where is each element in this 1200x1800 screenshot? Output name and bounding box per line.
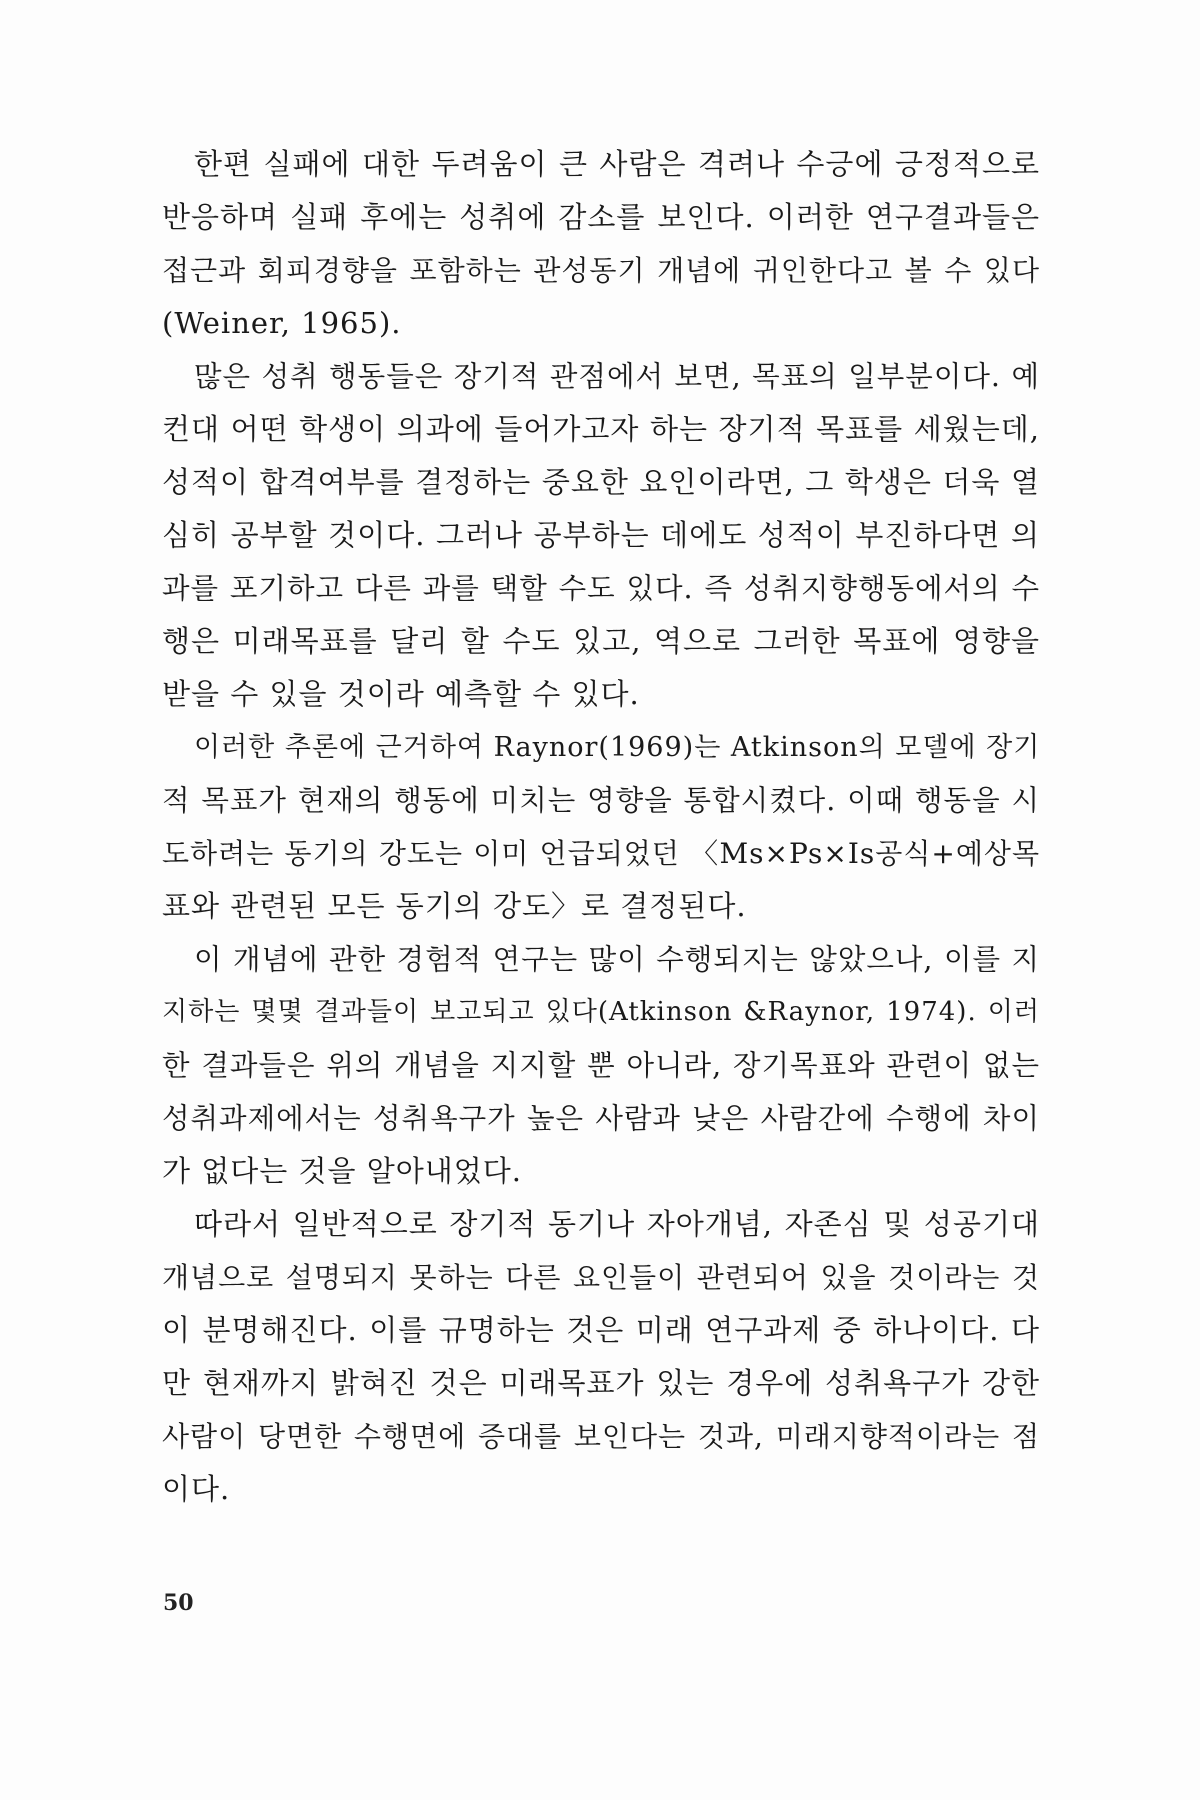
text-line: 이 분명해진다. 이를 규명하는 것은 미래 연구과제 중 하나이다. 다: [162, 1313, 1040, 1347]
text-line: 접근과 회피경향을 포함하는 관성동기 개념에 귀인한다고 볼 수 있다: [162, 254, 1040, 287]
text-line: (Weiner, 1965).: [162, 306, 402, 340]
text-line: 한 결과들은 위의 개념을 지지할 뿐 아니라, 장기목표와 관련이 없는: [162, 1049, 1040, 1082]
text-line: 만 현재까지 밝혀진 것은 미래목표가 있는 경우에 성취욕구가 강한: [162, 1366, 1040, 1400]
text-line: 한편 실패에 대한 두려움이 큰 사람은 격려나 수긍에 긍정적으로: [194, 147, 1040, 181]
text-line: 성적이 합격여부를 결정하는 중요한 요인이라면, 그 학생은 더욱 열: [162, 465, 1040, 499]
text-line: 개념으로 설명되지 못하는 다른 요인들이 관련되어 있을 것이라는 것: [162, 1261, 1040, 1294]
text-line: 지하는 몇몇 결과들이 보고되고 있다(Atkinson &Raynor, 1974). 이러: [162, 997, 1040, 1027]
text-line: 컨대 어떤 학생이 의과에 들어가고자 하는 장기적 목표를 세웠는데,: [162, 412, 1040, 446]
text-line: 도하려는 동기의 강도는 이미 언급되었던 〈Ms×Ps×Is공식+예상목: [162, 837, 1040, 870]
text-line: 이 개념에 관한 경험적 연구는 많이 수행되지는 않았으나, 이를 지: [194, 943, 1040, 976]
text-line: 따라서 일반적으로 장기적 동기나 자아개념, 자존심 및 성공기대: [194, 1207, 1040, 1241]
text-line: 표와 관련된 모든 동기의 강도〉로 결정된다.: [162, 889, 747, 923]
text-line: 가 없다는 것을 알아내었다.: [162, 1154, 523, 1188]
text-line: 많은 성취 행동들은 장기적 관점에서 보면, 목표의 일부분이다. 예: [194, 360, 1040, 393]
text-line: 이러한 추론에 근거하여 Raynor(1969)는 Atkinson의 모델에 장기: [194, 732, 1041, 763]
text-line: 적 목표가 현재의 행동에 미치는 영향을 통합시켰다. 이때 행동을 시: [162, 784, 1040, 817]
text-line: 사람이 당면한 수행면에 증대를 보인다는 것과, 미래지향적이라는 점: [162, 1420, 1040, 1453]
text-line: 심히 공부할 것이다. 그러나 공부하는 데에도 성적이 부진하다면 의: [162, 518, 1040, 552]
text-line: 받을 수 있을 것이라 예측할 수 있다.: [162, 677, 640, 711]
text-line: 이다.: [162, 1472, 231, 1506]
body-text: [162, 138, 1040, 1516]
page-number: 50: [163, 1590, 194, 1616]
text-line: 행은 미래목표를 달리 할 수도 있고, 역으로 그러한 목표에 영향을: [162, 624, 1040, 658]
text-line: 반응하며 실패 후에는 성취에 감소를 보인다. 이러한 연구결과들은: [162, 200, 1040, 234]
text-line: 과를 포기하고 다른 과를 택할 수도 있다. 즉 성취지향행동에서의 수: [162, 572, 1040, 605]
text-line: 성취과제에서는 성취욕구가 높은 사람과 낮은 사람간에 수행에 차이: [162, 1102, 1040, 1135]
